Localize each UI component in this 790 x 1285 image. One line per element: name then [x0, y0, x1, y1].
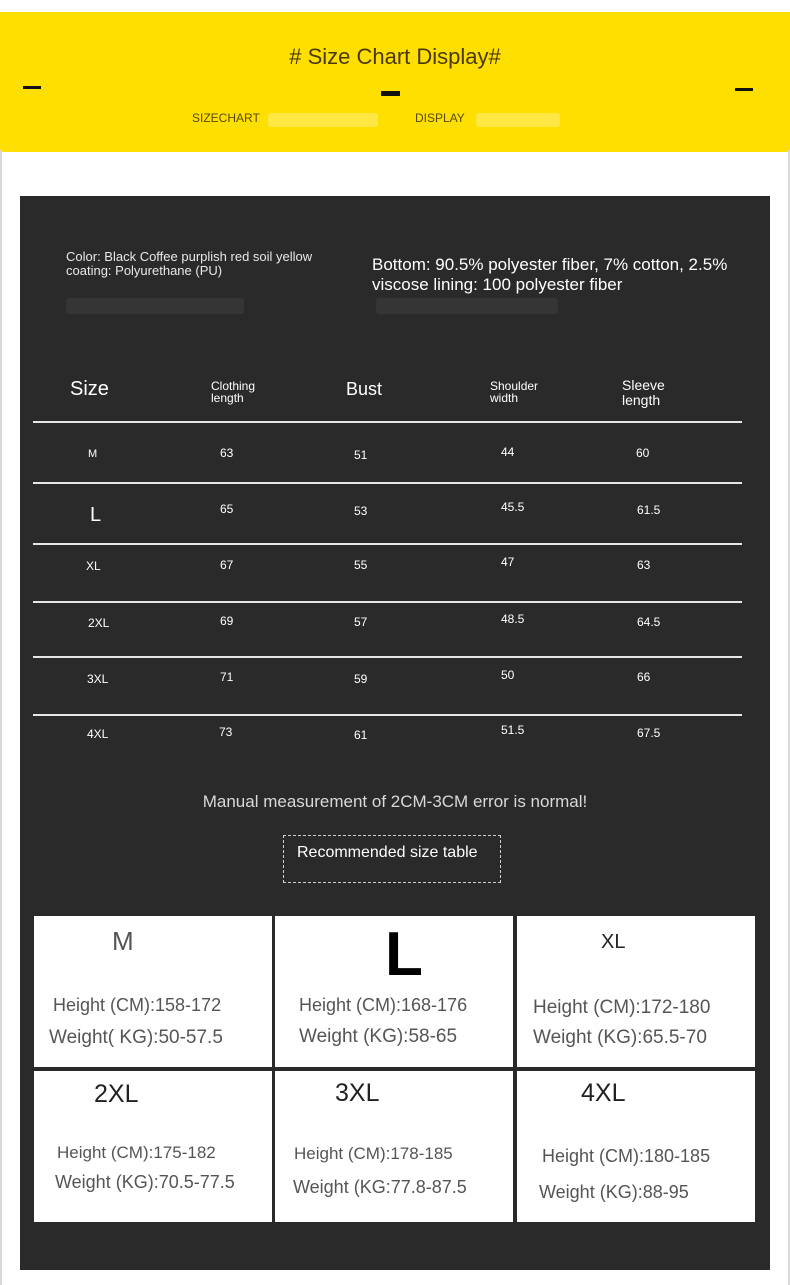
header-clothing-length: Clothing length [211, 379, 256, 405]
banner-blur-left [268, 113, 378, 127]
dash-right [735, 88, 753, 91]
recommend-weight: Weight (KG:77.8-87.5 [293, 1177, 467, 1197]
recommend-size: 4XL [581, 1079, 626, 1107]
recommend-card-xl [517, 916, 755, 1067]
table-rule [33, 482, 742, 484]
table-rule [33, 421, 742, 423]
header-shoulder-width: Shoulder width [490, 379, 539, 405]
recommend-weight: Weight (KG):58-65 [299, 1026, 458, 1047]
ghost-text-left [66, 298, 244, 314]
table-cell-size: M [88, 448, 98, 460]
table-cell-size: XL [86, 559, 101, 573]
table-cell: 53 [354, 504, 368, 518]
table-cell-size: 4XL [87, 727, 109, 741]
table-cell: 51 [354, 448, 368, 462]
table-cell: 60 [636, 446, 650, 460]
table-rule [33, 656, 742, 658]
recommend-height: Height (CM):180-185 [542, 1146, 711, 1166]
table-cell: 44 [501, 445, 515, 459]
page-edge-left [0, 150, 2, 1285]
recommend-height: Height (CM):168-176 [299, 995, 468, 1015]
table-cell: 61.5 [637, 503, 661, 517]
table-cell-size: 3XL [87, 672, 109, 686]
table-rule [33, 714, 742, 716]
size-chart-banner [0, 12, 790, 152]
table-cell: 59 [354, 672, 368, 686]
recommend-weight: Weight (KG):70.5-77.5 [55, 1172, 235, 1192]
recommend-height: Height (CM):172-180 [533, 997, 711, 1018]
table-cell: 71 [220, 670, 234, 684]
recommend-size: 3XL [335, 1079, 380, 1107]
banner-blur-right [476, 113, 560, 127]
recommend-size: XL [601, 931, 626, 953]
recommend-size: 2XL [94, 1080, 139, 1108]
banner-sub-left: SIZECHART [192, 111, 260, 125]
recommend-card-2xl [34, 1071, 272, 1222]
table-cell: 69 [220, 614, 234, 628]
recommend-card-3xl [275, 1071, 513, 1222]
header-size: Size [70, 378, 109, 400]
header-bust: Bust [346, 379, 383, 399]
recommend-size: M [112, 926, 134, 956]
table-cell: 45.5 [501, 500, 525, 514]
table-cell: 48.5 [501, 612, 525, 626]
recommend-height: Height (CM):175-182 [57, 1143, 216, 1162]
table-cell: 65 [220, 502, 234, 516]
table-rule [33, 601, 742, 603]
recommend-card-m [34, 916, 272, 1067]
table-cell: 47 [501, 555, 515, 569]
material-right: Bottom: 90.5% polyester fiber, 7% cotton, 2.5% viscose lining: 100 polyester fiber [372, 255, 728, 294]
dash-center [381, 91, 400, 96]
table-cell-size: 2XL [88, 616, 110, 630]
banner-sub-right: DISPLAY [415, 111, 465, 125]
table-cell: 66 [637, 670, 651, 684]
table-cell: 55 [354, 558, 368, 572]
recommend-weight: Weight (KG):65.5-70 [533, 1027, 707, 1048]
recommend-card-l [275, 916, 513, 1067]
table-cell: 67 [220, 558, 234, 572]
table-cell: 50 [501, 668, 515, 682]
recommend-height: Height (CM):178-185 [294, 1144, 453, 1163]
table-cell: 63 [220, 446, 234, 460]
table-cell-size: L [90, 504, 102, 526]
table-cell: 67.5 [637, 726, 661, 740]
table-cell: 73 [219, 725, 233, 739]
recommend-size: L [385, 920, 423, 989]
table-cell: 63 [637, 558, 651, 572]
table-cell: 61 [354, 728, 368, 742]
table-cell: 57 [354, 615, 368, 629]
material-left: Color: Black Coffee purplish red soil yellow coating: Polyurethane (PU) [66, 249, 313, 278]
banner-title: # Size Chart Display# [289, 44, 501, 69]
recommended-size-label: Recommended size table [297, 844, 478, 861]
dash-left [23, 86, 41, 89]
measurement-note: Manual measurement of 2CM-3CM error is normal! [202, 792, 588, 811]
table-cell: 64.5 [637, 615, 661, 629]
recommended-size-label-box [283, 835, 501, 883]
table-cell: 51.5 [501, 723, 525, 737]
ghost-text-right [376, 298, 558, 314]
recommend-weight: Weight (KG):88-95 [539, 1182, 689, 1202]
table-rule [33, 543, 742, 545]
header-sleeve-length: Sleeve length [622, 377, 665, 408]
recommend-card-4xl [517, 1071, 755, 1222]
recommend-weight: Weight( KG):50-57.5 [49, 1027, 223, 1048]
recommend-height: Height (CM):158-172 [53, 995, 222, 1015]
